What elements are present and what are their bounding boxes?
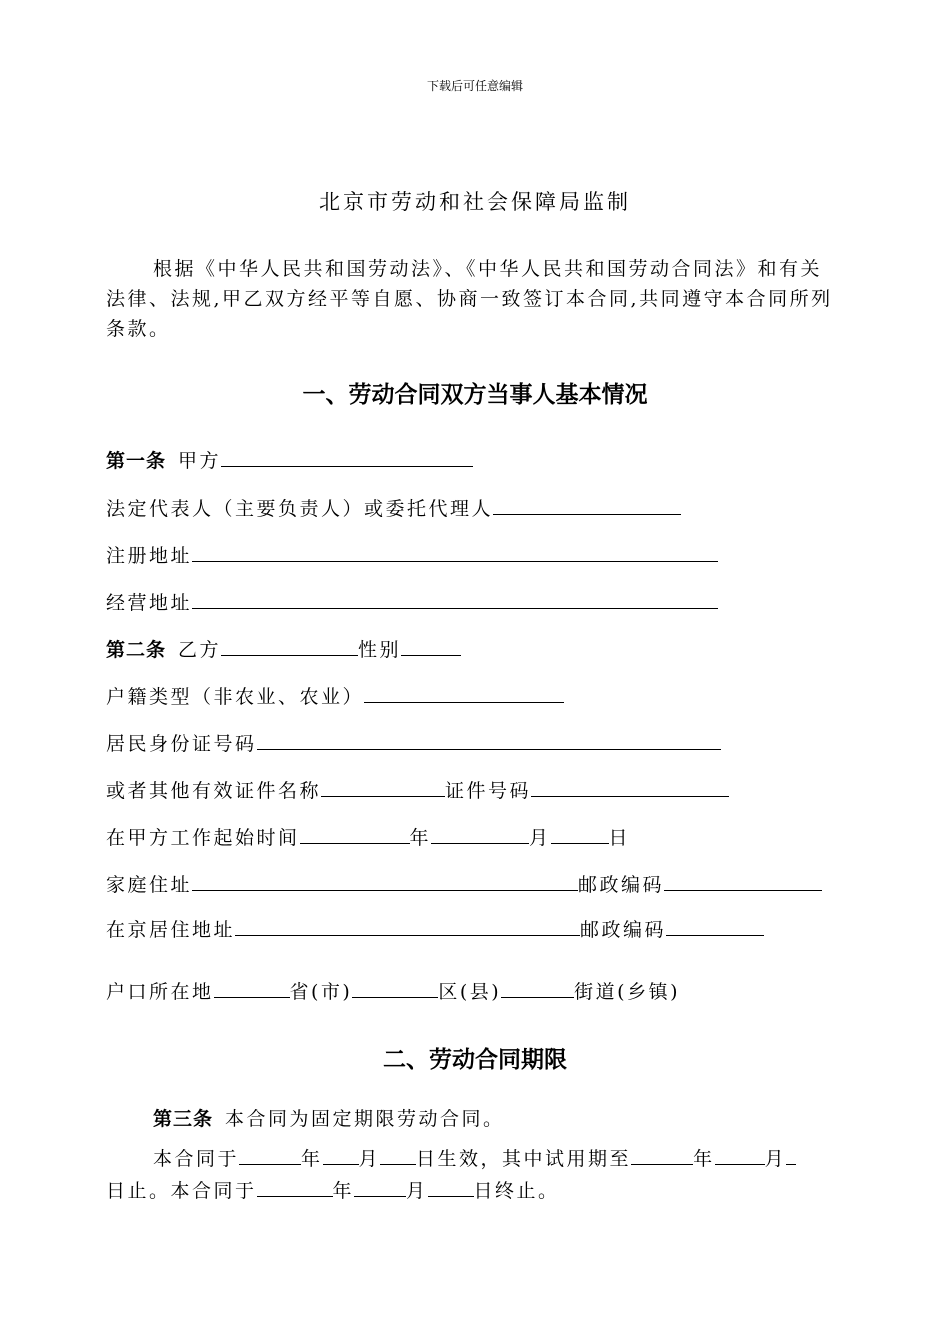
term-start-year-blank[interactable]	[239, 1144, 301, 1165]
preamble	[106, 254, 842, 344]
id-number-blank[interactable]	[257, 729, 721, 750]
business-address-blank[interactable]	[192, 588, 718, 609]
term-line-1	[106, 1144, 796, 1170]
business-address-label: 经营地址	[106, 592, 193, 614]
term-line-2	[106, 1176, 560, 1202]
hukou-label: 户口所在地	[106, 981, 214, 1003]
term-end-label: 日终止。	[473, 1180, 560, 1202]
hukou-street-blank[interactable]	[501, 977, 574, 998]
home-address-label: 家庭住址	[106, 874, 193, 896]
term-end-month-blank[interactable]	[354, 1176, 406, 1197]
article-3-label: 第三条	[153, 1108, 214, 1130]
other-id-number-label: 证件号码	[445, 780, 532, 802]
hukou-province-blank[interactable]	[214, 977, 290, 998]
term-month-label: 月	[358, 1148, 381, 1170]
home-address-blank[interactable]	[192, 870, 578, 891]
term-end-year-blank[interactable]	[257, 1176, 333, 1197]
term-end-year-label: 年	[332, 1180, 355, 1202]
other-id-row	[106, 776, 729, 802]
header-note: 下载后可任意编辑	[426, 79, 523, 93]
home-address-row	[106, 870, 822, 896]
other-id-number-blank[interactable]	[531, 776, 729, 797]
hukou-district-label: 区(县)	[438, 981, 502, 1003]
registered-address-label: 注册地址	[106, 545, 193, 567]
hukou-street-label: 街道(乡镇)	[574, 981, 680, 1003]
other-id-name-blank[interactable]	[321, 776, 445, 797]
hukou-district-blank[interactable]	[352, 977, 438, 998]
start-month-blank[interactable]	[431, 823, 529, 844]
party-a-label: 甲方	[178, 450, 222, 472]
organization-title: 北京市劳动和社会保障局监制	[319, 190, 631, 214]
household-type-blank[interactable]	[364, 682, 564, 703]
hukou-province-label: 省(市)	[289, 981, 353, 1003]
start-year-blank[interactable]	[300, 823, 410, 844]
home-postal-code-blank[interactable]	[664, 870, 822, 891]
probation-month-blank[interactable]	[715, 1144, 765, 1165]
gender-blank[interactable]	[401, 635, 461, 656]
business-address-row	[106, 588, 718, 614]
beijing-address-blank[interactable]	[235, 915, 580, 936]
term-start-month-blank[interactable]	[323, 1144, 359, 1165]
section-2-title: 二、劳动合同期限	[383, 1047, 567, 1073]
term-start-day-blank[interactable]	[380, 1144, 416, 1165]
probation-month-label: 月	[764, 1148, 787, 1170]
article-3-row	[106, 1106, 505, 1132]
beijing-address-row	[106, 915, 764, 941]
id-number-label: 居民身份证号码	[106, 733, 257, 755]
article-2-label: 第二条	[106, 639, 167, 661]
section-1-title: 一、劳动合同双方当事人基本情况	[302, 382, 648, 408]
gender-label: 性别	[358, 639, 402, 661]
probation-year-label: 年	[693, 1148, 715, 1170]
term-year-label: 年	[301, 1148, 323, 1170]
article-1-label: 第一条	[106, 450, 167, 472]
hukou-row	[106, 977, 680, 1003]
other-id-name-label: 或者其他有效证件名称	[106, 780, 322, 802]
term-end-day-blank[interactable]	[428, 1176, 474, 1197]
term-end-month-label: 月	[406, 1180, 428, 1202]
start-year-label: 年	[409, 827, 432, 849]
article-1-row	[106, 446, 473, 472]
id-number-row	[106, 729, 721, 755]
household-type-label: 户籍类型（非农业、农业）	[106, 686, 365, 708]
registered-address-row	[106, 541, 718, 567]
article-3-text: 本合同为固定期限劳动合同。	[225, 1108, 505, 1130]
probation-year-blank[interactable]	[631, 1144, 693, 1165]
probation-day-blank[interactable]	[786, 1144, 796, 1165]
term-start-label: 本合同于	[153, 1148, 240, 1170]
household-type-row	[106, 682, 564, 708]
term-effective-label: 日生效，其中试用期至	[416, 1148, 632, 1170]
start-time-row	[106, 823, 630, 849]
registered-address-blank[interactable]	[192, 541, 718, 562]
start-month-label: 月	[529, 827, 551, 849]
start-day-label: 日	[608, 827, 631, 849]
preamble-text: 根据《中华人民共和国劳动法》、《中华人民共和国劳动合同法》和有关法律、法规,甲乙双方经平等自愿、协商一致签订本合同,共同遵守本合同所列条款。	[106, 258, 833, 340]
beijing-postal-code-label: 邮政编码	[580, 919, 667, 941]
legal-rep-row	[106, 494, 681, 520]
start-time-label: 在甲方工作起始时间	[106, 827, 300, 849]
probation-end-label: 日止。本合同于	[106, 1180, 257, 1202]
party-b-blank[interactable]	[221, 635, 358, 656]
beijing-postal-code-blank[interactable]	[666, 915, 764, 936]
legal-rep-blank[interactable]	[493, 494, 681, 515]
legal-rep-label: 法定代表人（主要负责人）或委托代理人	[106, 498, 494, 520]
home-postal-code-label: 邮政编码	[578, 874, 665, 896]
beijing-address-label: 在京居住地址	[106, 919, 236, 941]
article-2-row	[106, 635, 461, 661]
party-a-blank[interactable]	[221, 446, 473, 467]
start-day-blank[interactable]	[551, 823, 609, 844]
party-b-label: 乙方	[178, 639, 222, 661]
